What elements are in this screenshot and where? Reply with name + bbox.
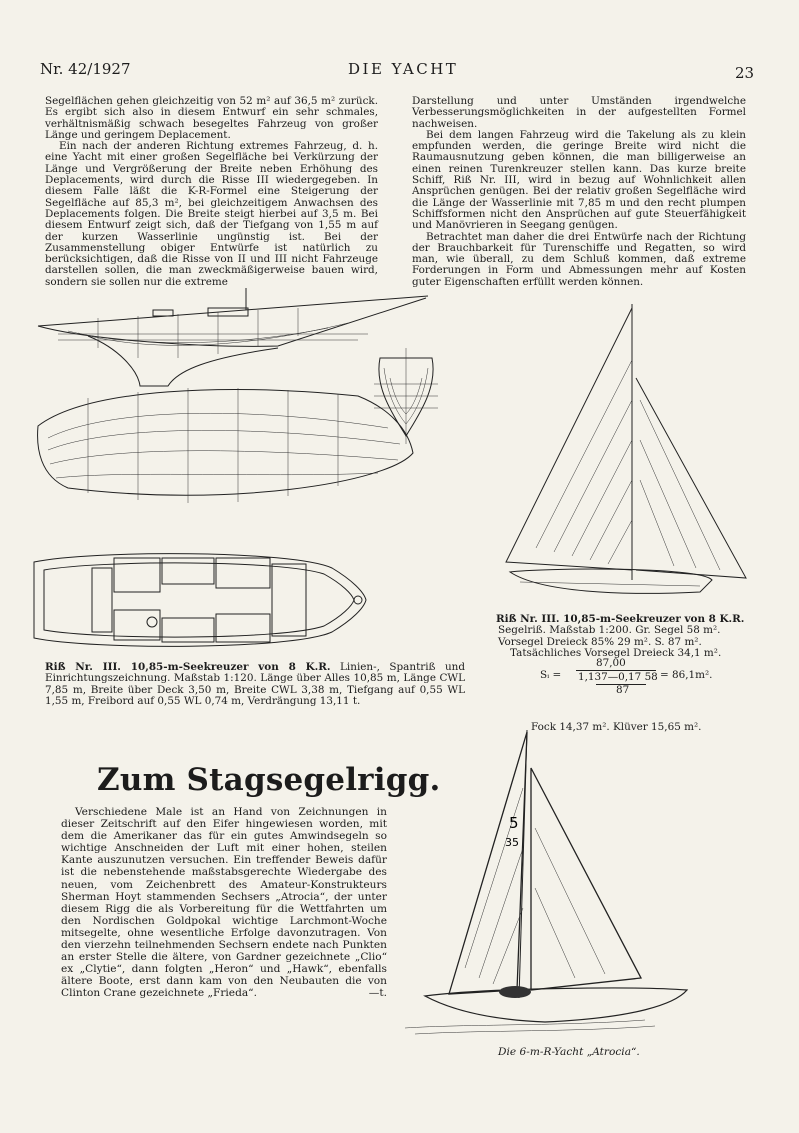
page-number: 23: [735, 64, 755, 82]
lines-plan-drawing: [28, 288, 448, 538]
article-text: Verschiedene Male ist an Hand von Zeichnungen in dieser Zeitschrift auf den Eifer hingewiesen worden, mit dem die Amerikaner das für ein gutes Amwindsegeln so wichtige Anschneiden der Luft mit einer hohen, steilen Kante auszunutzen versuchen. Ein treffender Beweis dafür ist die nebenstehende maßstabsgerechte Wiedergabe des neuen, vom Zeichenbrett des Amateur-Konstrukteurs Sherman Hoyt stammenden Sechsers „Atrocia“, der unter diesem Rigg die als Vorbereitung für die Wettfahrten um den Nordischen Goldpokal wichtige Larchmont-Woche mitsegelte, ohne wesentliche Erfolge davonzutragen. Von den vierzehn teilnehmenden Sechsern endete nach Punkten an erster Stelle die ältere, von Gardner gezeichnete „Clio“ ex „Clytie“, dann folgten „Heron“ und „Hawk“, ebenfalls ältere Boote, erst dann kam von den Neubauten die von Clinton Crane gezeichnete „Frieda“.: [61, 806, 387, 1000]
hull-profile: [38, 288, 428, 386]
sail-caption-title: Riß Nr. III. 10,85-m-Seekreuzer von 8 K.R.: [496, 613, 745, 625]
sail-number: 5: [509, 814, 519, 832]
article-signature: —t.: [368, 987, 387, 1000]
sail-caption-line: Segelriß. Maßstab 1:200. Gr. Segel 58 m².: [498, 624, 721, 637]
left-column-text: [45, 96, 378, 288]
photo-caption: Die 6-m-R-Yacht „Atrocia“.: [498, 1046, 640, 1058]
sail-caption-last: Fock 14,37 m². Klüver 15,65 m².: [531, 721, 702, 733]
accommodation-plan: [32, 548, 372, 658]
magazine-title: DIE YACHT: [348, 60, 459, 78]
issue-number: Nr. 42/1927: [40, 60, 131, 78]
formula-result: = 86,1m².: [660, 669, 713, 681]
caption-text: Linien-, Spantriß und Einrichtungszeichnung. Maßstab 1:120. Länge über Alles 10,85 m, Länge CWL 7,85 m, Breite über Deck 3,50 m, Breite CWL 3,38 m, Tiefgang auf 0,55 WL 1,55 m, Freibord auf 0,55 WL 0,74 m, Verdrängung 13,11 t.: [45, 661, 466, 708]
formula-numerator: 87,00: [596, 657, 626, 669]
formula-label: Sᵢ =: [540, 669, 562, 681]
sail-caption-line: Vorsegel Dreieck 85% 29 m². S. 87 m².: [498, 635, 702, 648]
article-body: [61, 806, 387, 1000]
article-paragraph: [61, 806, 387, 1000]
paragraph: Betrachtet man daher die drei Entwürfe nach der Richtung der Brauchbarkeit für Turenschiffe und Regatten, so wird man, wie überall, zu dem Schluß kommen, daß extreme Forderungen in Form und Abmessungen mehr auf Kosten guter Eigenschaften erfüllt werden können.: [412, 230, 746, 288]
sail-plan-drawing: [500, 300, 750, 610]
atrocia-drawing: [405, 728, 695, 1046]
sail-area-formula: [540, 657, 770, 710]
body-plan-sections: [374, 348, 438, 444]
paragraph: Darstellung und unter Umständen irgendwelche Verbesserungsmöglichkeiten in der aufgestellten Formel nachweisen.: [412, 95, 746, 130]
sail-caption-line: Tatsächliches Vorsegel Dreieck 34,1 m².: [510, 647, 722, 660]
paragraph: Segelflächen gehen gleichzeitig von 52 m² auf 36,5 m² zurück. Es ergibt sich also in diesem Entwurf ein sehr schmales, verhältnismäßig schwach besegeltes Fahrzeug von großer Länge und geringem Deplacement.: [45, 95, 378, 141]
lines-plan-caption: [45, 662, 465, 708]
formula-denominator-2: 87: [616, 684, 630, 696]
article-title: Zum Stagsegelrigg.: [97, 762, 441, 798]
paragraph: Ein nach der anderen Richtung extremes Fahrzeug, d. h. eine Yacht mit einer großen Segelfläche bei Verkürzung der Länge und Vergrößerung der Breite neben Erhöhung des Deplacements, wird durch die Risse III wiedergegeben. In diesem Falle läßt die K-R-Formel eine Steigerung der Segelfläche auf 85,3 m², bei gleichzeitigem Anwachsen des Deplacements folgen. Die Breite steigt hierbei auf 3,5 m. Bei diesem Entwurf zeigt sich, daß der Tiefgang von 1,55 m auf der kurzen Wasserlinie ungünstig ist. Bei der Zusammenstellung obiger Entwürfe ist natürlich zu berücksichtigen, daß die Risse von II und III nicht Fahrzeuge darstellen sollen, die man zweckmäßigerweise bauen wird, sondern sie sollen nur die extreme: [45, 140, 378, 288]
paragraph: Bei dem langen Fahrzeug wird die Takelung als zu klein empfunden werden, die geringe Breite wird nicht die Raumausnutzung geben können, die man billigerweise an einen reinen Turenkreuzer stellen kann. Das kurze breite Schiff, Riß Nr. III, wird in bezug auf Wohnlichkeit allen Ansprüchen genügen. Bei der relativ großen Segelfläche wird die Länge der Wasserlinie mit 7,85 m und den recht plumpen Schiffsformen nicht den Ansprüchen auf gute Steuerfähigkeit und Manövrieren in Seegang genügen.: [412, 128, 746, 232]
caption-title: Riß Nr. III. 10,85-m-Seekreuzer von 8 K.R.: [45, 661, 331, 673]
hull-half-breadth: [38, 388, 413, 503]
formula-denominator: 1,137—0,17 58: [578, 671, 658, 683]
right-column-text: [412, 96, 746, 288]
sail-plan-caption: [496, 614, 758, 660]
sail-class-number: 35: [505, 836, 519, 849]
